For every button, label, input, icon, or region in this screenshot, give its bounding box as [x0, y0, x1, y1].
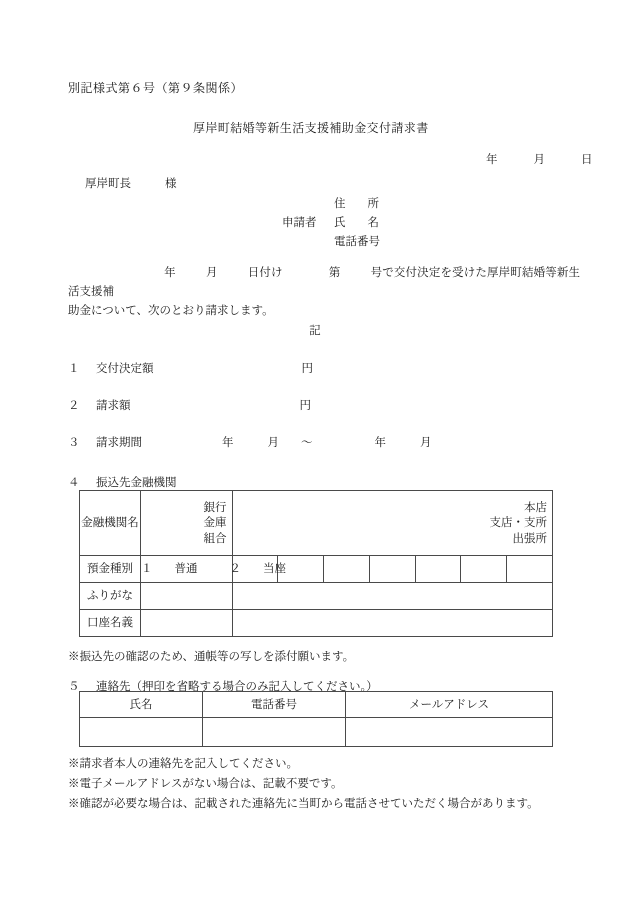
body-number-suffix: 号で交付決定を受けた厚岸町結婚等新生活支援補	[68, 265, 581, 298]
body-month: 月	[205, 265, 218, 279]
applicant-address-row	[282, 194, 380, 213]
bank-type-option-bank[interactable]: 銀行	[203, 500, 227, 515]
contact-value-name[interactable]	[80, 718, 203, 747]
item-2-number: ２	[68, 398, 80, 412]
contact-table	[79, 691, 553, 747]
account-digit-cell[interactable]	[415, 556, 461, 583]
date-month: 月	[533, 152, 545, 166]
item-3-number: ３	[68, 435, 80, 449]
addressee	[85, 175, 177, 192]
contact-table-value-row	[80, 718, 553, 747]
bank-branch-name-input[interactable]	[232, 491, 552, 556]
item-bank-institution	[68, 474, 177, 491]
account-digit-cell[interactable]	[369, 556, 415, 583]
item-2-label: 請求額	[96, 398, 131, 412]
addressee-name: 厚岸町長	[85, 176, 131, 190]
account-name-input-right[interactable]	[232, 610, 552, 637]
bank-type-option-kumiai[interactable]: 組合	[203, 530, 227, 545]
account-digit-cell[interactable]	[507, 556, 553, 583]
item-3-to-year: 年	[374, 435, 386, 449]
addressee-honorific: 様	[165, 176, 177, 190]
applicant-address-label-1: 住	[334, 196, 346, 210]
applicant-group-label: 申請者	[282, 215, 317, 229]
bank-branch-options	[233, 500, 552, 546]
bank-institution-name-input[interactable]	[141, 491, 233, 556]
contact-header-email: メールアドレス	[346, 692, 553, 718]
item-3-tilde: ～	[301, 435, 313, 449]
body-year: 年	[164, 265, 176, 279]
item-3-from-year: 年	[222, 435, 234, 449]
body-paragraph	[68, 263, 580, 320]
deposit-option-1-text[interactable]: 普通	[174, 561, 198, 576]
applicant-name-label-2: 名	[367, 215, 379, 229]
item-1-unit: 円	[301, 361, 313, 375]
bank-institution-label: 金融機関名	[80, 491, 141, 556]
footer-note-3: ※確認が必要な場合は、記載された連絡先に当町から電話させていただく場合があります。	[68, 796, 539, 810]
account-name-label: 口座名義	[80, 610, 141, 637]
body-number-prefix: 第	[328, 265, 341, 279]
body-day-suffix: 日付け	[247, 265, 283, 279]
applicant-block	[282, 194, 380, 251]
branch-option-sub-office[interactable]: 出張所	[512, 530, 547, 545]
item-4-number: ４	[68, 475, 80, 489]
item-1-number: １	[68, 361, 80, 375]
item-grant-decision-amount	[68, 360, 313, 377]
item-2-unit: 円	[299, 398, 311, 412]
deposit-type-options[interactable]	[141, 556, 286, 583]
applicant-phone-row	[282, 232, 380, 251]
applicant-name-label-1: 氏	[334, 215, 346, 229]
item-3-label: 請求期間	[96, 435, 142, 449]
account-digit-cell[interactable]	[461, 556, 507, 583]
applicant-name-row	[282, 213, 380, 232]
bank-type-option-kinko[interactable]: 金庫	[203, 515, 227, 530]
item-4-label: 振込先金融機関	[96, 475, 177, 489]
ki-marker: 記	[309, 323, 321, 337]
document-title: 厚岸町結婚等新生活支援補助金交付請求書	[193, 121, 429, 135]
applicant-phone-label: 電話番号	[334, 234, 380, 248]
bank-table	[79, 490, 553, 637]
furigana-input-left[interactable]	[141, 583, 233, 610]
bank-table-row-furigana	[80, 583, 553, 610]
item-3-from-month: 月	[267, 435, 279, 449]
bank-table-row-institution	[80, 491, 553, 556]
deposit-option-2-text[interactable]: 当座	[263, 561, 286, 576]
item-5-number: ５	[68, 679, 80, 693]
contact-header-name: 氏名	[80, 692, 203, 718]
account-digit-cell[interactable]	[324, 556, 370, 583]
deposit-option-2-number: ２	[229, 561, 241, 576]
date-year: 年	[486, 152, 498, 166]
body-line-2: 助金について、次のとおり請求します。	[68, 302, 274, 317]
item-3-to-month: 月	[420, 435, 432, 449]
date-day: 日	[581, 152, 593, 166]
branch-option-branch[interactable]: 支店・支所	[489, 515, 547, 530]
item-claim-period	[68, 434, 432, 451]
furigana-label: ふりがな	[80, 583, 141, 610]
item-1-label: 交付決定額	[96, 361, 154, 375]
item-claim-amount	[68, 397, 311, 414]
contact-header-phone: 電話番号	[203, 692, 346, 718]
furigana-input-right[interactable]	[232, 583, 552, 610]
bank-table-row-deposit-type	[80, 556, 553, 583]
footer-note-2: ※電子メールアドレスがない場合は、記載不要です。	[68, 776, 343, 790]
item-5-label: 連絡先（押印を省略する場合のみ記入してください。）	[96, 679, 378, 693]
bank-table-row-account-name	[80, 610, 553, 637]
contact-value-email[interactable]	[346, 718, 553, 747]
date-line	[486, 151, 593, 168]
footer-note-1: ※請求者本人の連絡先を記入してください。	[68, 756, 298, 770]
account-name-input-left[interactable]	[141, 610, 233, 637]
branch-option-head-office[interactable]: 本店	[524, 500, 547, 515]
contact-table-header-row	[80, 692, 553, 718]
form-code: 別記様式第６号（第９条関係）	[68, 81, 244, 95]
deposit-type-label: 預金種別	[80, 556, 141, 583]
bank-attachment-note: ※振込先の確認のため、通帳等の写しを添付願います。	[68, 649, 355, 663]
deposit-option-1-number: １	[141, 561, 153, 576]
applicant-address-label-2: 所	[367, 196, 379, 210]
contact-value-phone[interactable]	[203, 718, 346, 747]
bank-type-options	[141, 500, 232, 546]
